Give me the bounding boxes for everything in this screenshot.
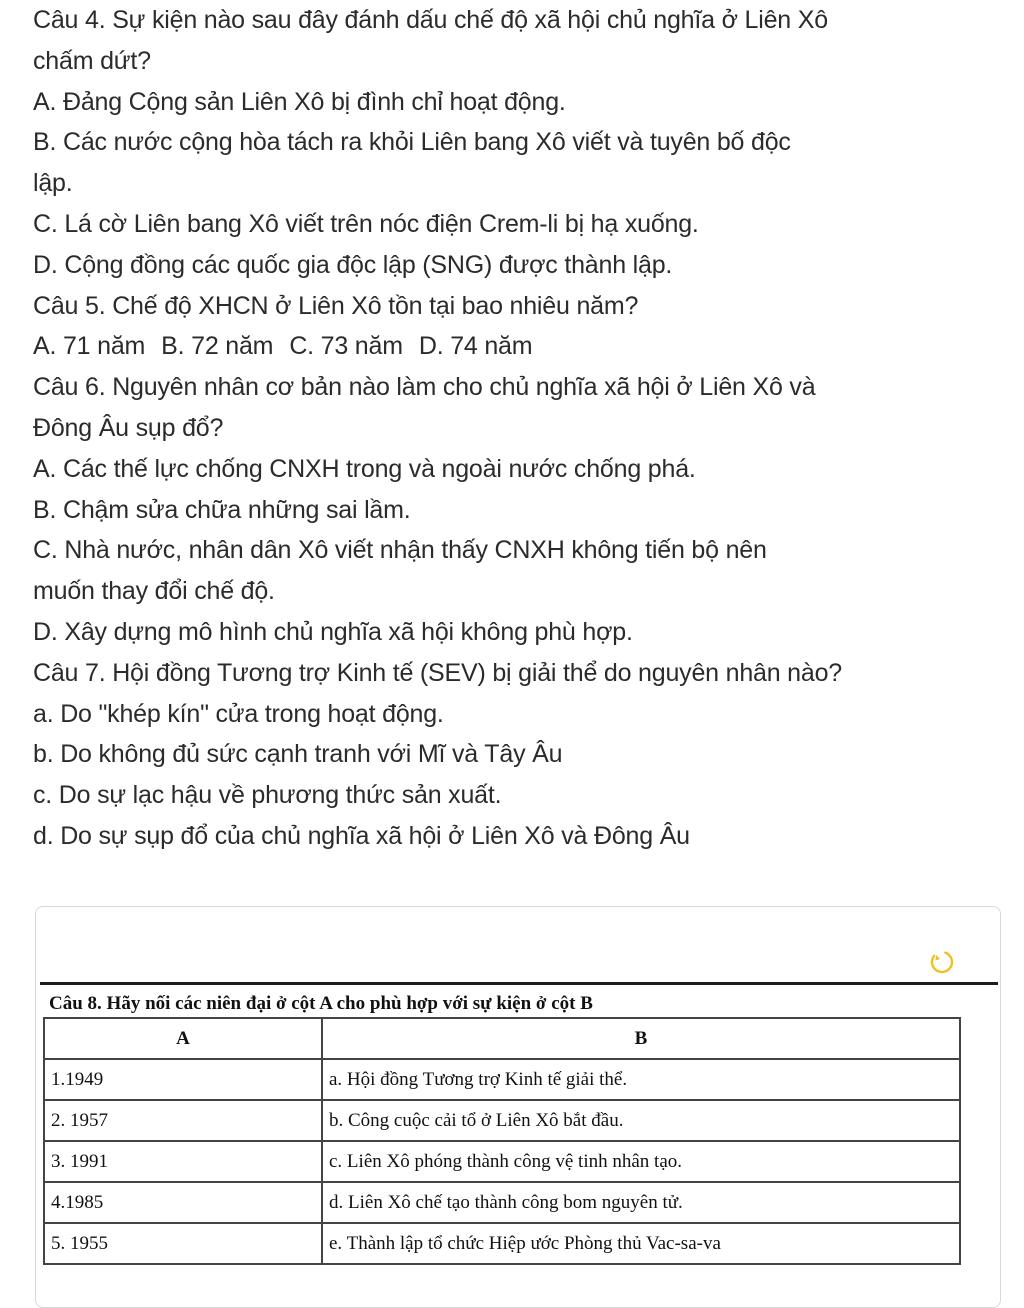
event-cell: e. Thành lập tổ chức Hiệp ước Phòng thủ Vac-sa-va bbox=[322, 1223, 960, 1264]
year-cell: 2. 1957 bbox=[44, 1100, 322, 1141]
question-7-option-d: d. Do sự sụp đổ của chủ nghĩa xã hội ở Liên Xô và Đông Âu bbox=[33, 821, 690, 850]
question-4-option-b-line-2: lập. bbox=[33, 169, 73, 198]
question-5-options bbox=[33, 326, 1018, 367]
question-6-option-a: A. Các thế lực chống CNXH trong và ngoài nước chống phá. bbox=[33, 454, 696, 483]
year-cell: 3. 1991 bbox=[44, 1141, 322, 1182]
question-8-scanned-image bbox=[40, 982, 998, 1285]
column-a-header: A bbox=[44, 1018, 322, 1059]
question-7-text: Câu 7. Hội đồng Tương trợ Kinh tế (SEV) bị giải thể do nguyên nhân nào? bbox=[33, 658, 842, 687]
matching-table bbox=[43, 1017, 961, 1265]
event-cell: a. Hội đồng Tương trợ Kinh tế giải thể. bbox=[322, 1059, 960, 1100]
event-cell: d. Liên Xô chế tạo thành công bom nguyên tử. bbox=[322, 1182, 960, 1223]
question-4-text-line-1: Câu 4. Sự kiện nào sau đây đánh dấu chế độ xã hội chủ nghĩa ở Liên Xô bbox=[33, 6, 828, 34]
question-5-option-d: D. 74 năm bbox=[418, 332, 533, 361]
question-5-text: Câu 5. Chế độ XHCN ở Liên Xô tồn tại bao nhiêu năm? bbox=[33, 291, 639, 320]
question-6-text-line-1: Câu 6. Nguyên nhân cơ bản nào làm cho chủ nghĩa xã hội ở Liên Xô và bbox=[33, 373, 816, 402]
question-5-option-a: A. 71 năm bbox=[33, 332, 146, 361]
table-row bbox=[44, 1141, 960, 1182]
question-8-title: Câu 8. Hãy nối các niên đại ở cột A cho phù hợp với sự kiện ở cột B bbox=[49, 993, 593, 1014]
question-5-option-b: B. 72 năm bbox=[161, 332, 274, 361]
reload-icon[interactable] bbox=[927, 947, 957, 977]
column-b-header: B bbox=[322, 1018, 960, 1059]
table-row bbox=[44, 1182, 960, 1223]
question-6-option-d: D. Xây dựng mô hình chủ nghĩa xã hội không phù hợp. bbox=[33, 617, 633, 646]
question-6-option-c-line-2: muốn thay đổi chế độ. bbox=[33, 577, 275, 606]
question-7-option-c: c. Do sự lạc hậu về phương thức sản xuất. bbox=[33, 781, 502, 810]
table-row bbox=[44, 1100, 960, 1141]
table-row bbox=[44, 1223, 960, 1264]
question-list bbox=[33, 0, 1018, 857]
question-7-option-a: a. Do "khép kín" cửa trong hoạt động. bbox=[33, 699, 444, 728]
year-cell: 4.1985 bbox=[44, 1182, 322, 1223]
event-cell: b. Công cuộc cải tổ ở Liên Xô bắt đầu. bbox=[322, 1100, 960, 1141]
question-4-option-a: A. Đảng Cộng sản Liên Xô bị đình chỉ hoạt động. bbox=[33, 87, 566, 116]
year-cell: 5. 1955 bbox=[44, 1223, 322, 1264]
question-4-text-line-2: chấm dứt? bbox=[33, 46, 151, 75]
question-6-option-b: B. Chậm sửa chữa những sai lầm. bbox=[33, 495, 411, 524]
question-4-option-d: D. Cộng đồng các quốc gia độc lập (SNG) được thành lập. bbox=[33, 250, 673, 279]
question-4-option-c: C. Lá cờ Liên bang Xô viết trên nóc điện Crem-li bị hạ xuống. bbox=[33, 209, 699, 238]
table-row bbox=[44, 1059, 960, 1100]
question-7-option-b: b. Do không đủ sức cạnh tranh với Mĩ và Tây Âu bbox=[33, 740, 563, 769]
question-6-text-line-2: Đông Âu sụp đổ? bbox=[33, 413, 224, 442]
event-cell: c. Liên Xô phóng thành công vệ tinh nhân tạo. bbox=[322, 1141, 960, 1182]
table-header-row bbox=[44, 1018, 960, 1059]
question-6-option-c-line-1: C. Nhà nước, nhân dân Xô viết nhận thấy CNXH không tiến bộ nên bbox=[33, 536, 767, 565]
year-cell: 1.1949 bbox=[44, 1059, 322, 1100]
question-4-option-b-line-1: B. Các nước cộng hòa tách ra khỏi Liên bang Xô viết và tuyên bố độc bbox=[33, 128, 791, 157]
question-5-option-c: C. 73 năm bbox=[289, 332, 403, 361]
